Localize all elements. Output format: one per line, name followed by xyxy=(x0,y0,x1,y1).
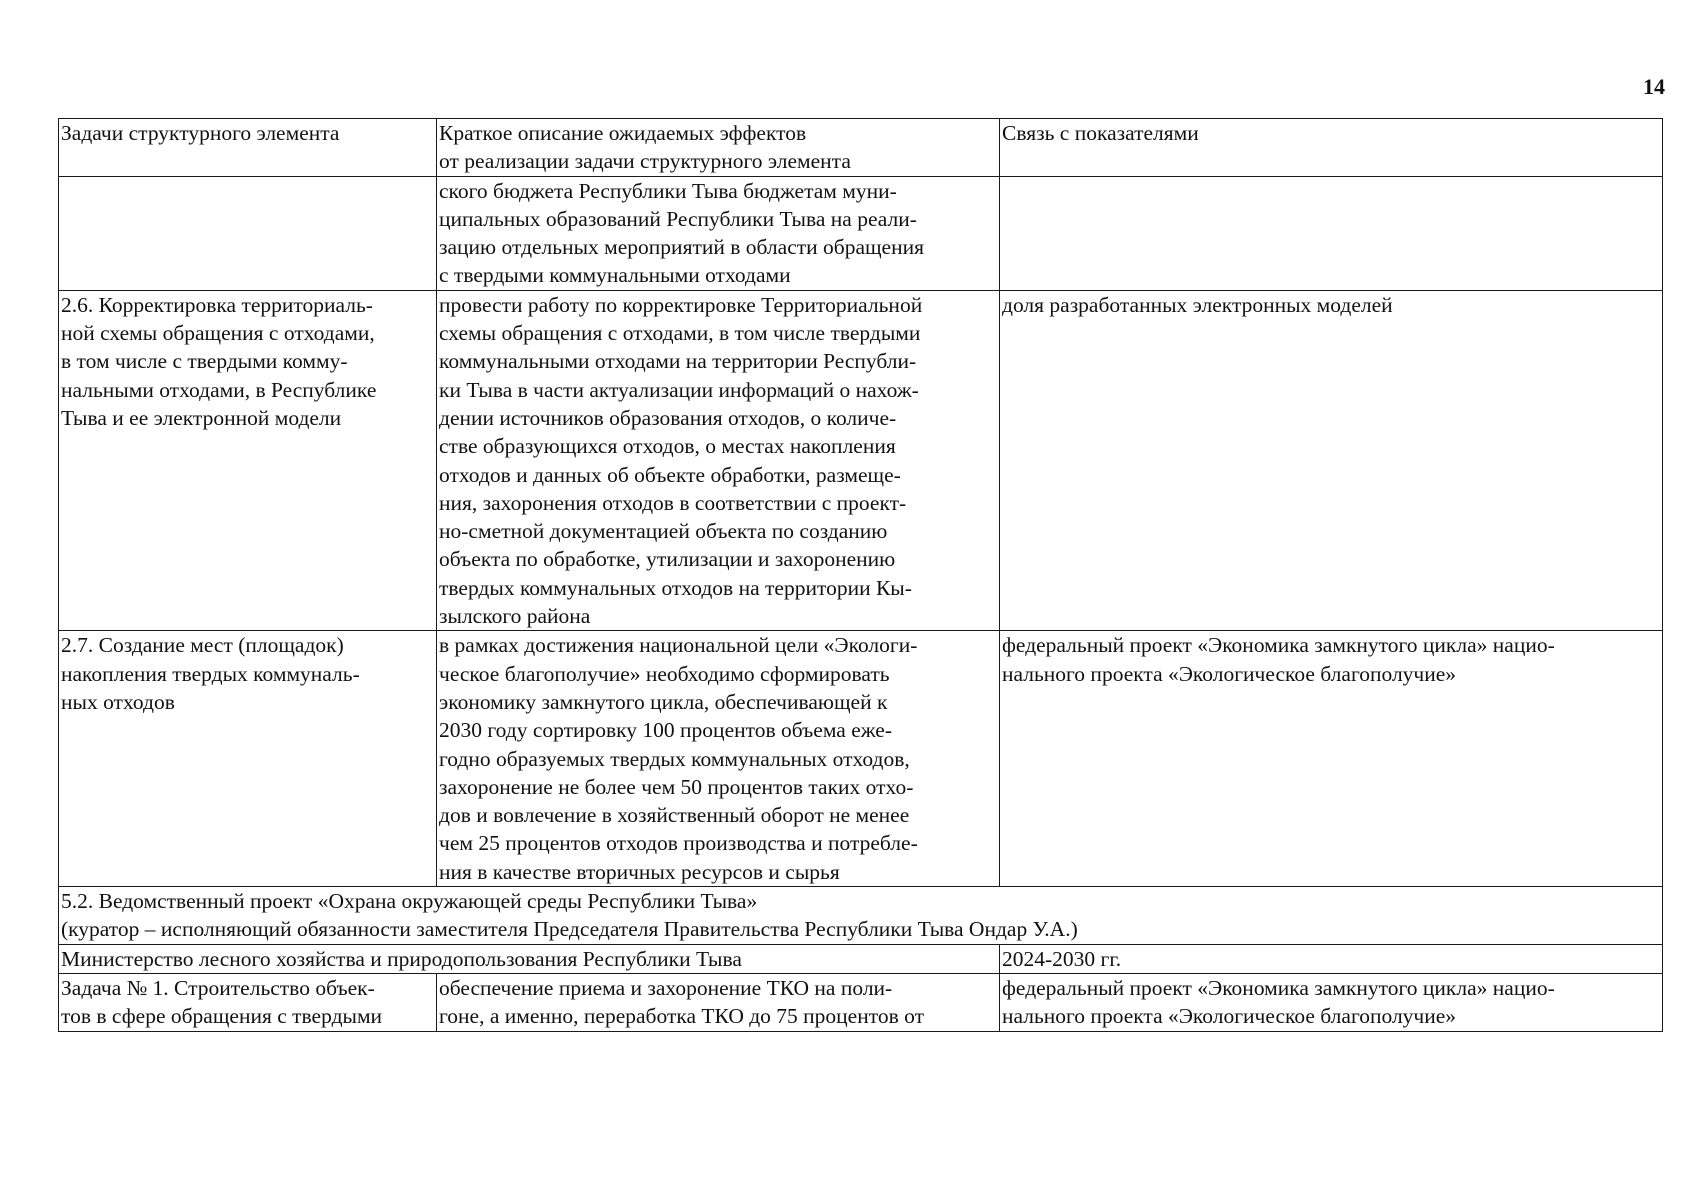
effects-cell: провести работу по корректировке Территориальной схемы обращения с отходами, в том числе твердыми коммунальными отходами на территории Республи- ки Тыва в части актуализации информаций о нахож- дении источников образования отходов, о количе- стве образующихся отходов, о местах накопления отходов и данных об объекте обработки, размеще- ния, захоронения отходов в соответствии с проект- но-сметной документацией объекта по созданию объекта по обработке, утилизации и захоронению твердых коммунальных отходов на территории Кы- зылского района xyxy=(437,290,1000,631)
section-title-cell xyxy=(59,887,1663,945)
period-cell: 2024-2030 гг. xyxy=(1000,944,1663,973)
header-indicators: Связь с показателями xyxy=(1000,119,1663,177)
indicators-cell: федеральный проект «Экономика замкнутого цикла» нацио- нального проекта «Экологическое благополучие» xyxy=(1000,973,1663,1031)
structural-element-table xyxy=(58,118,1663,1032)
responsible-row xyxy=(59,944,1663,973)
section-header-row xyxy=(59,887,1663,945)
effects-cell: в рамках достижения национальной цели «Экологи- ческое благополучие» необходимо сформировать экономику замкнутого цикла, обеспечивающей к 2030 году сортировку 100 процентов объема еже- годно образуемых твердых коммунальных отходов, захоронение не более чем 50 процентов таких отхо- дов и вовлечение в хозяйственный оборот не менее чем 25 процентов отходов производства и потребле- ния в качестве вторичных ресурсов и сырья xyxy=(437,631,1000,887)
indicators-cell: федеральный проект «Экономика замкнутого цикла» нацио- нального проекта «Экологическое благополучие» xyxy=(1000,631,1663,887)
header-effects: Краткое описание ожидаемых эффектов от реализации задачи структурного элемента xyxy=(437,119,1000,177)
table-row xyxy=(59,176,1663,290)
table-row xyxy=(59,631,1663,887)
effects-cell: ского бюджета Республики Тыва бюджетам муни- ципальных образований Республики Тыва на реали- зацию отдельных мероприятий в области обращения с твердыми коммунальными отходами xyxy=(437,176,1000,290)
task-cell: Задача № 1. Строительство объек- тов в сфере обращения с твердыми xyxy=(59,973,437,1031)
indicators-cell xyxy=(1000,176,1663,290)
task-cell: 2.7. Создание мест (площадок) накопления твердых коммуналь- ных отходов xyxy=(59,631,437,887)
header-tasks: Задачи структурного элемента xyxy=(59,119,437,177)
effects-cell: обеспечение приема и захоронение ТКО на поли- гоне, а именно, переработка ТКО до 75 процентов от xyxy=(437,973,1000,1031)
table-row xyxy=(59,973,1663,1031)
page-number: 14 xyxy=(1643,74,1665,99)
table-header-row xyxy=(59,119,1663,177)
section-title: 5.2. Ведомственный проект «Охрана окружающей среды Республики Тыва» xyxy=(61,889,758,914)
section-curator: (куратор – исполняющий обязанности заместителя Председателя Правительства Республики Тыва Ондар У.А.) xyxy=(61,917,1078,942)
task-cell: 2.6. Корректировка территориаль- ной схемы обращения с отходами, в том числе с твердыми комму- нальными отходами, в Республике Тыва и ее электронной модели xyxy=(59,290,437,631)
indicators-cell: доля разработанных электронных моделей xyxy=(1000,290,1663,631)
task-cell xyxy=(59,176,437,290)
responsible-org-cell: Министерство лесного хозяйства и природопользования Республики Тыва xyxy=(59,944,1000,973)
table-row xyxy=(59,290,1663,631)
